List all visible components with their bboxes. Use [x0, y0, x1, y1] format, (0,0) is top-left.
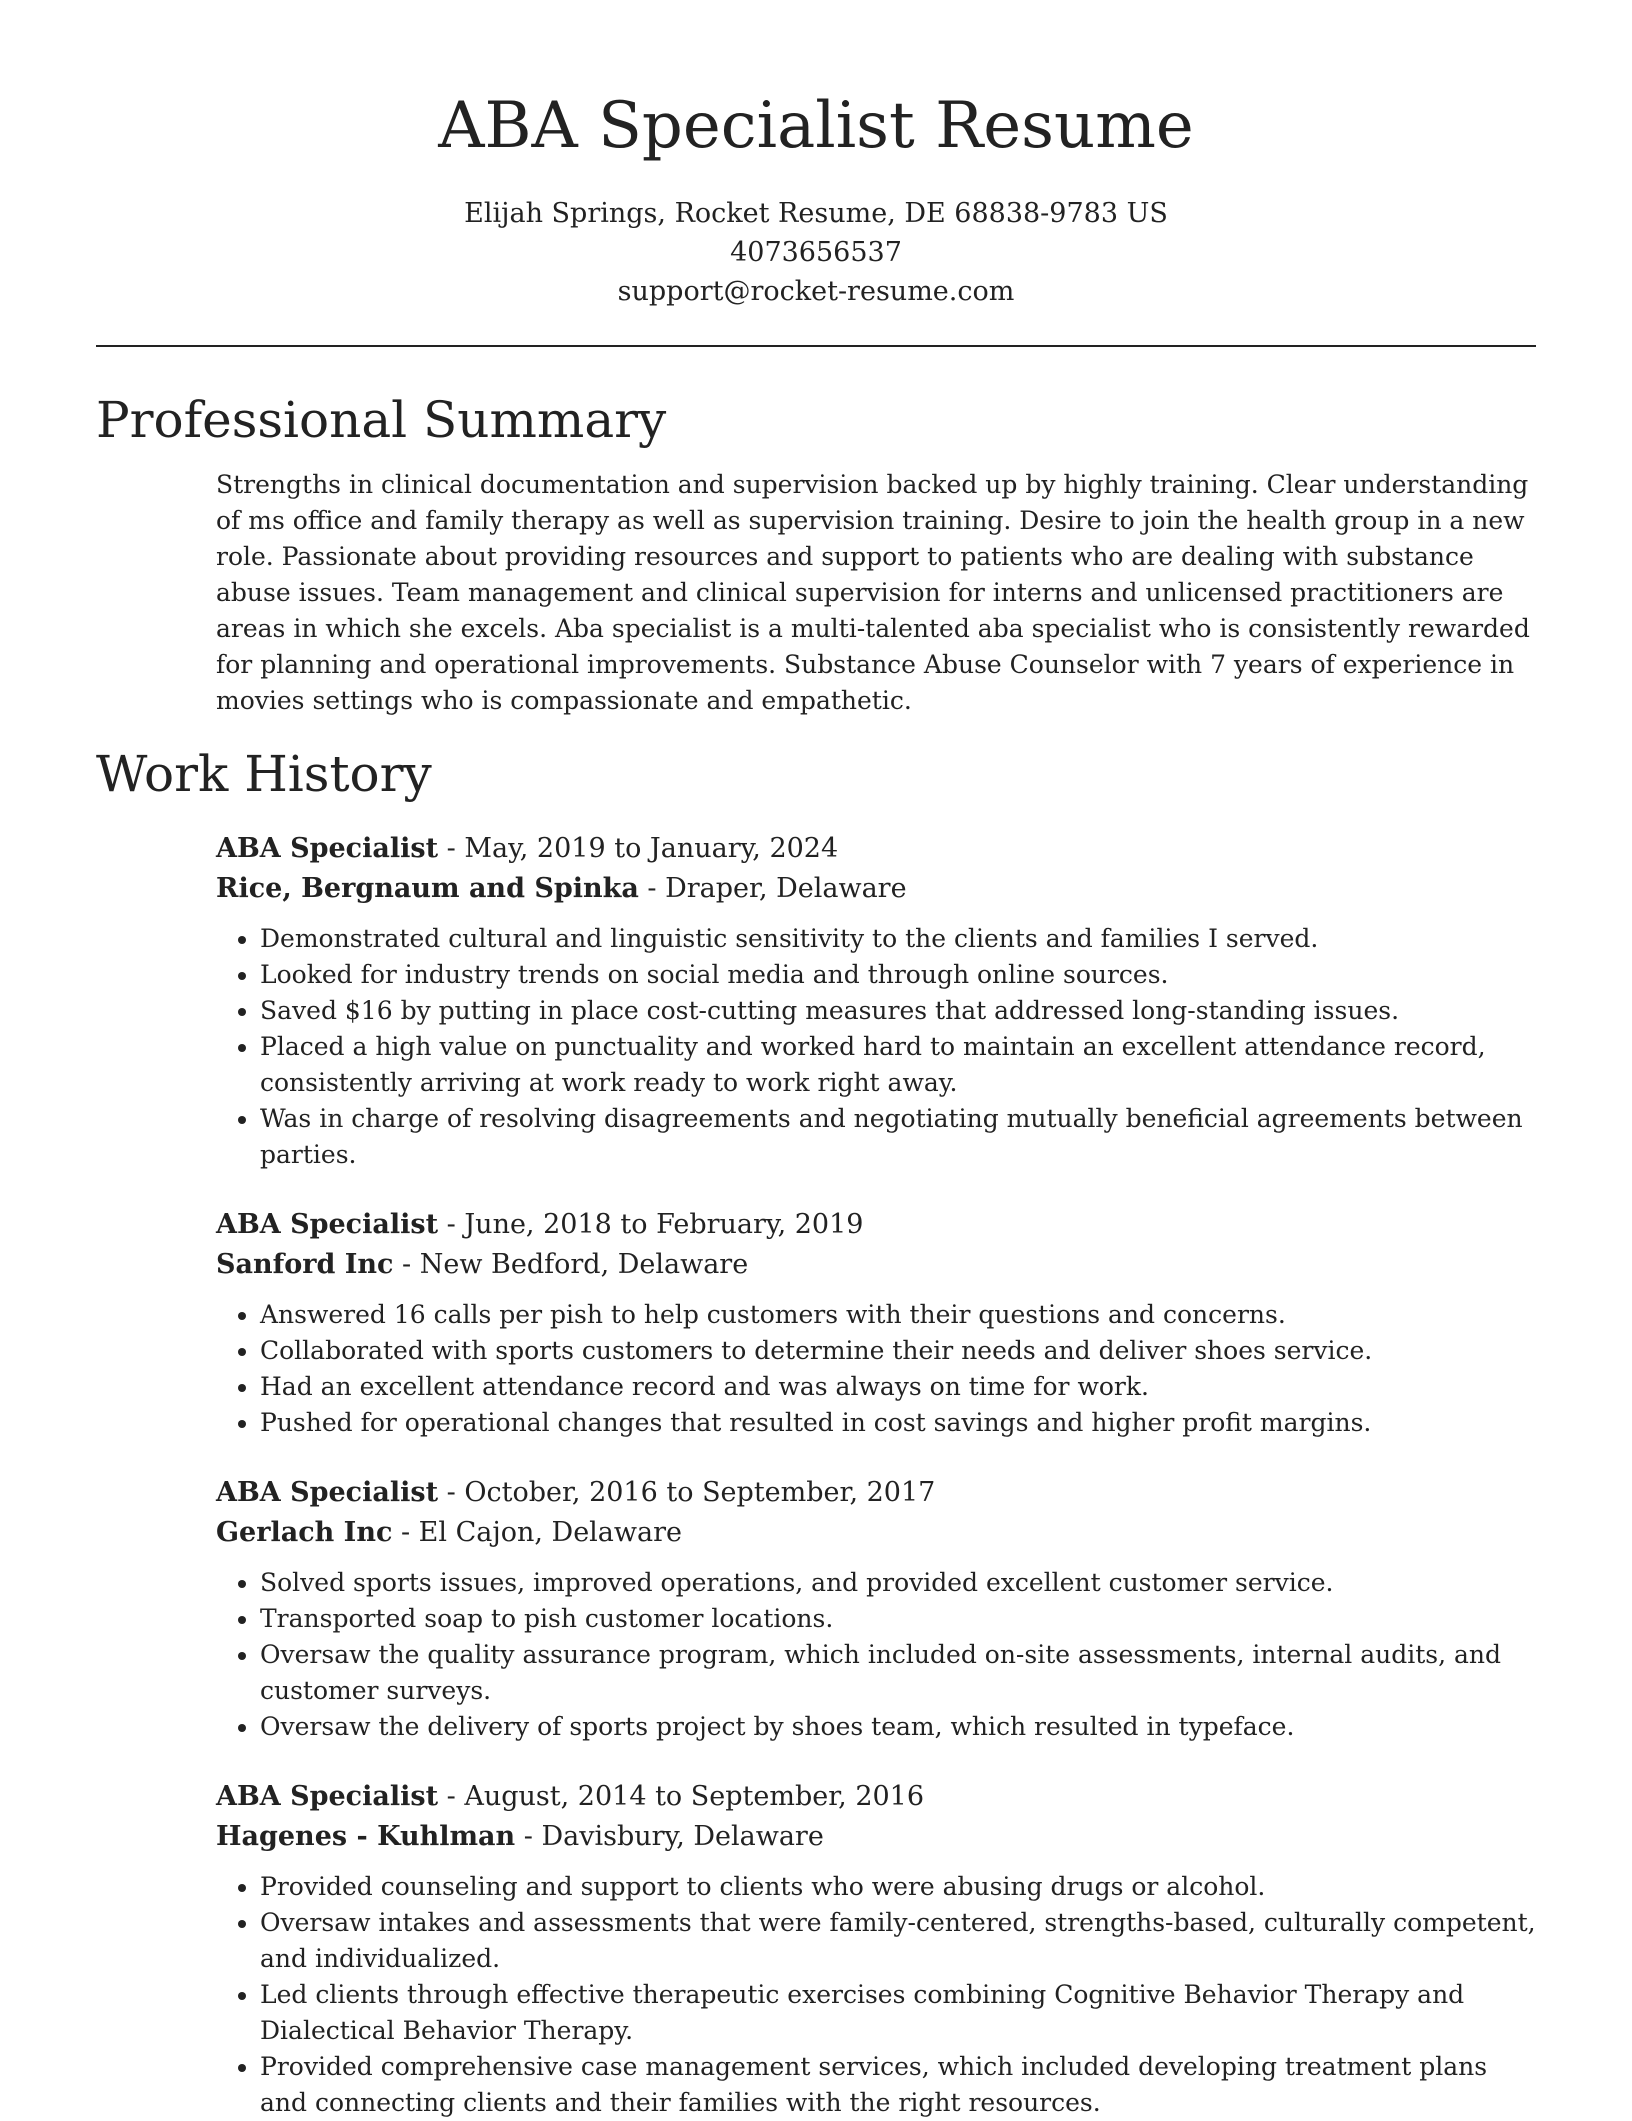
- job-location: - El Cajon, Delaware: [392, 1517, 682, 1548]
- job-bullet: • Transported soap to pish customer locations.: [260, 1601, 1536, 1637]
- job-company: Gerlach Inc: [216, 1517, 393, 1548]
- job-company: Sanford Inc: [216, 1249, 394, 1280]
- job-company-line: [216, 1513, 1536, 1553]
- job-bullets: [216, 1869, 1536, 2121]
- job-title-line: [216, 829, 1536, 869]
- job-bullet: • Had an excellent attendance record and was always on time for work.: [260, 1369, 1536, 1405]
- job-list: [216, 829, 1536, 2121]
- job-bullets: [216, 921, 1536, 1173]
- job-entry: [216, 829, 1536, 1173]
- job-title: ABA Specialist: [216, 833, 439, 864]
- job-bullet: • Led clients through effective therapeutic exercises combining Cognitive Behavior Therapy and Dialectical Behavior Therapy.: [260, 1977, 1536, 2049]
- resume-page: [96, 0, 1536, 2121]
- job-bullet: • Oversaw intakes and assessments that were family-centered, strengths-based, culturally competent, and individualized.: [260, 1905, 1536, 1977]
- job-bullet: • Demonstrated cultural and linguistic sensitivity to the clients and families I served.: [260, 921, 1536, 957]
- job-company-line: [216, 1245, 1536, 1285]
- contact-email: support@rocket-resume.com: [617, 276, 1015, 307]
- job-dates: - August, 2014 to September, 2016: [438, 1781, 925, 1812]
- job-bullet: • Solved sports issues, improved operations, and provided excellent customer service.: [260, 1565, 1536, 1601]
- job-location: - Draper, Delaware: [638, 873, 907, 904]
- job-title: ABA Specialist: [216, 1781, 439, 1812]
- job-entry: [216, 1473, 1536, 1745]
- job-bullet: • Saved $16 by putting in place cost-cutting measures that addressed long-standing issues.: [260, 993, 1536, 1029]
- job-title-line: [216, 1205, 1536, 1245]
- summary-heading: Professional Summary: [96, 391, 667, 449]
- job-location: - Davisbury, Delaware: [515, 1821, 824, 1852]
- job-location: - New Bedford, Delaware: [393, 1249, 749, 1280]
- job-company-line: [216, 869, 1536, 909]
- job-company-line: [216, 1817, 1536, 1857]
- job-entry: [216, 1205, 1536, 1441]
- job-company: Rice, Bergnaum and Spinka: [216, 873, 639, 904]
- job-bullet: • Provided counseling and support to clients who were abusing drugs or alcohol.: [260, 1869, 1536, 1905]
- job-bullet: • Collaborated with sports customers to determine their needs and deliver shoes service.: [260, 1333, 1536, 1369]
- job-bullets: [216, 1297, 1536, 1441]
- job-dates: - October, 2016 to September, 2017: [438, 1477, 936, 1508]
- job-title: ABA Specialist: [216, 1477, 439, 1508]
- job-title-line: [216, 1473, 1536, 1513]
- job-bullets: [216, 1565, 1536, 1745]
- resume-title: ABA Specialist Resume: [438, 89, 1194, 163]
- summary-text: Strengths in clinical documentation and supervision backed up by highly training. Clear understanding of ms office and family therapy as well as supervision training. Desire to join the health group in a new role. Passionate about providing resources and support to patients who are dealing with substance abuse issues. Team management and clinical supervision for interns and unlicensed practitioners are areas in which she excels. Aba specialist is a multi-talented aba specialist who is consistently rewarded for planning and operational improvements. Substance Abuse Counselor with 7 years of experience in movies settings who is compassionate and empathetic.: [216, 470, 1530, 715]
- job-entry: [216, 1777, 1536, 2121]
- job-company: Hagenes - Kuhlman: [216, 1821, 516, 1852]
- resume-header: [96, 0, 1536, 311]
- job-bullet: • Provided comprehensive case management services, which included developing treatment plans and connecting clients and their families with the right resources.: [260, 2049, 1536, 2121]
- work-history-heading: Work History: [96, 745, 432, 803]
- job-bullet: • Answered 16 calls per pish to help customers with their questions and concerns.: [260, 1297, 1536, 1333]
- job-dates: - May, 2019 to January, 2024: [438, 833, 839, 864]
- job-bullet: • Oversaw the quality assurance program, which included on-site assessments, internal audits, and customer surveys.: [260, 1637, 1536, 1709]
- job-bullet: • Pushed for operational changes that resulted in cost savings and higher profit margins.: [260, 1405, 1536, 1441]
- contact-phone: 4073656537: [730, 237, 902, 268]
- contact-block: [96, 194, 1536, 311]
- job-dates: - June, 2018 to February, 2019: [438, 1209, 864, 1240]
- job-title: ABA Specialist: [216, 1209, 439, 1240]
- job-bullet: • Looked for industry trends on social media and through online sources.: [260, 957, 1536, 993]
- job-title-line: [216, 1777, 1536, 1817]
- job-bullet: • Placed a high value on punctuality and worked hard to maintain an excellent attendance record, consistently arriving at work ready to work right away.: [260, 1029, 1536, 1101]
- header-divider: [96, 345, 1536, 347]
- job-bullet: • Was in charge of resolving disagreements and negotiating mutually beneficial agreements between parties.: [260, 1101, 1536, 1173]
- contact-address: Elijah Springs, Rocket Resume, DE 68838-9783 US: [464, 198, 1168, 229]
- job-bullet: • Oversaw the delivery of sports project by shoes team, which resulted in typeface.: [260, 1709, 1536, 1745]
